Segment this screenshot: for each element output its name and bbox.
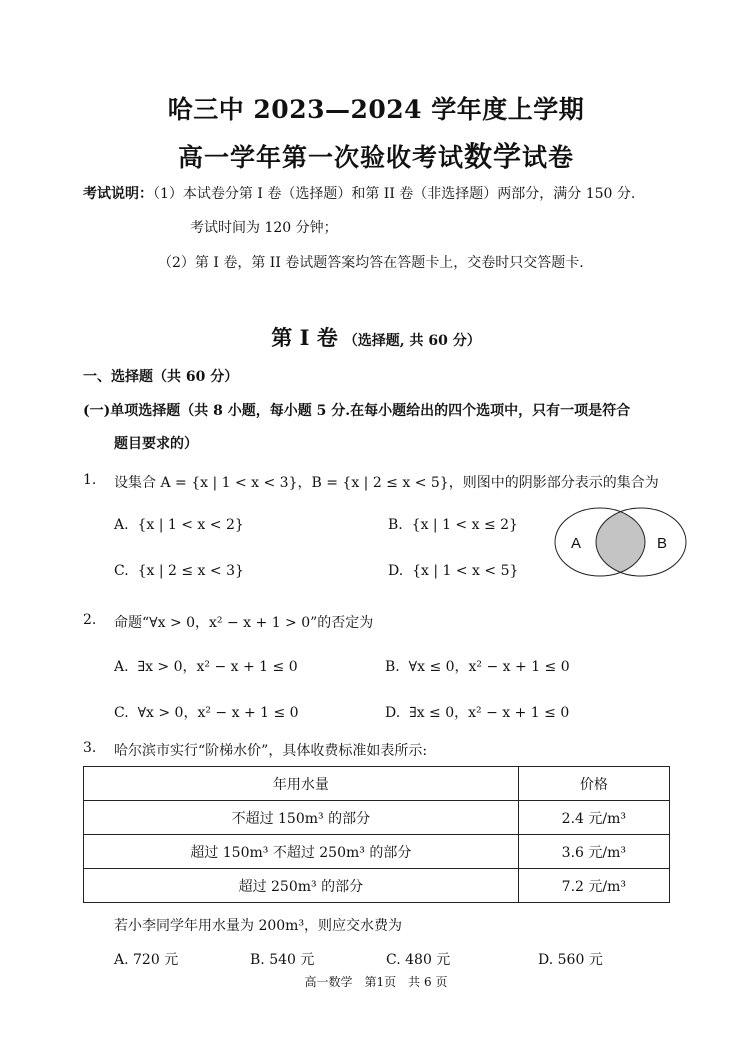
exam-title-line2 bbox=[0, 135, 752, 175]
option-text: 720 元 bbox=[133, 952, 179, 968]
option-label: A. bbox=[114, 517, 129, 533]
instructions-line1 bbox=[83, 183, 635, 203]
table-header-row bbox=[84, 767, 670, 801]
option-label: D. bbox=[385, 705, 401, 721]
table-header-price: 价格 bbox=[518, 767, 669, 801]
option-label: A. bbox=[114, 952, 129, 968]
part-heading: 一、选择题（共 60 分） bbox=[83, 369, 239, 385]
table-cell: 2.4 元/m³ bbox=[518, 801, 669, 835]
option-text: ∀x > 0，x² − x + 1 ≤ 0 bbox=[137, 705, 299, 721]
table-cell: 7.2 元/m³ bbox=[518, 869, 669, 903]
question-3-followup: 若小李同学年用水量为 200m³，则应交水费为 bbox=[114, 918, 403, 934]
table-row bbox=[84, 869, 670, 903]
question-1-option-b bbox=[388, 517, 518, 533]
option-label: A. bbox=[114, 659, 129, 675]
option-text: {x | 2 ≤ x < 3} bbox=[137, 563, 244, 579]
question-3-number: 3. bbox=[83, 740, 97, 756]
question-1-number: 1. bbox=[83, 472, 97, 488]
exam-title-subject: 数学 bbox=[463, 140, 522, 173]
table-cell: 3.6 元/m³ bbox=[518, 835, 669, 869]
option-label: D. bbox=[388, 563, 404, 579]
exam-title-prefix: 高一学年第一次验收考试 bbox=[177, 143, 464, 172]
venn-label-a: A bbox=[571, 535, 582, 552]
question-1-stem: 设集合 A = {x | 1 < x < 3}，B = {x | 2 ≤ x < 5}，则图中的阴影部分表示的集合为 bbox=[114, 475, 659, 491]
venn-diagram bbox=[553, 505, 688, 580]
section-title bbox=[0, 322, 752, 352]
option-text: 560 元 bbox=[557, 952, 603, 968]
option-label: C. bbox=[114, 705, 129, 721]
option-text: ∃x ≤ 0，x² − x + 1 ≤ 0 bbox=[409, 705, 570, 721]
question-3-option-a bbox=[114, 949, 178, 969]
option-text: {x | 1 < x ≤ 2} bbox=[411, 517, 518, 533]
option-label: B. bbox=[385, 659, 400, 675]
question-3-option-b bbox=[250, 949, 314, 969]
exam-title-line1: 哈三中 2023—2024 学年度上学期 bbox=[167, 95, 585, 124]
option-text: {x | 1 < x < 5} bbox=[412, 563, 519, 579]
instructions-label: 考试说明： bbox=[83, 186, 153, 202]
option-label: C. bbox=[114, 563, 129, 579]
option-label: C. bbox=[386, 952, 401, 968]
table-cell: 超过 150m³ 不超过 250m³ 的部分 bbox=[84, 835, 519, 869]
option-label: D. bbox=[538, 952, 554, 968]
option-text: ∀x ≤ 0，x² − x + 1 ≤ 0 bbox=[408, 659, 570, 675]
table-header-usage: 年用水量 bbox=[84, 767, 519, 801]
question-2-option-d bbox=[385, 702, 569, 722]
option-text: 480 元 bbox=[405, 952, 451, 968]
venn-label-b: B bbox=[657, 535, 668, 552]
question-2-option-b bbox=[385, 656, 570, 676]
question-2-number: 2. bbox=[83, 612, 97, 628]
question-3-option-c bbox=[386, 949, 450, 969]
question-3-option-d bbox=[538, 949, 603, 969]
table-row bbox=[84, 801, 670, 835]
question-2-stem: 命题“∀x > 0，x² − x + 1 > 0”的否定为 bbox=[114, 615, 374, 631]
option-text: ∃x > 0，x² − x + 1 ≤ 0 bbox=[137, 659, 298, 675]
option-label: B. bbox=[250, 952, 265, 968]
question-1-option-a bbox=[114, 517, 244, 533]
question-2-option-a bbox=[114, 656, 298, 676]
instructions-item2: （2）第 I 卷，第 II 卷试题答案均答在答题卡上，交卷时只交答题卡. bbox=[158, 255, 584, 271]
water-price-table bbox=[83, 766, 670, 903]
part-subheading-line1: (一)单项选择题（共 8 小题，每小题 5 分.在每小题给出的四个选项中，只有一项是符合 bbox=[83, 403, 631, 419]
question-2-option-c bbox=[114, 702, 299, 722]
page-footer: 高一数学 第1页 共 6 页 bbox=[304, 975, 448, 989]
option-text: {x | 1 < x < 2} bbox=[137, 517, 244, 533]
instructions-item1: （1）本试卷分第 I 卷（选择题）和第 II 卷（非选择题）两部分，满分 150 分. bbox=[153, 186, 636, 202]
table-row bbox=[84, 835, 670, 869]
table-cell: 不超过 150m³ 的部分 bbox=[84, 801, 519, 835]
question-1-option-d bbox=[388, 563, 518, 579]
table-cell: 超过 250m³ 的部分 bbox=[84, 869, 519, 903]
exam-title-suffix: 试卷 bbox=[522, 143, 575, 172]
option-text: 540 元 bbox=[269, 952, 315, 968]
instructions-item1-cont: 考试时间为 120 分钟； bbox=[190, 220, 338, 236]
section-title-sub: （选择题, 共 60 分） bbox=[343, 333, 481, 349]
section-title-main: 第 I 卷 bbox=[271, 325, 338, 350]
option-label: B. bbox=[388, 517, 403, 533]
question-1-option-c bbox=[114, 563, 244, 579]
part-subheading-line2: 题目要求的） bbox=[114, 436, 198, 452]
question-3-stem: 哈尔滨市实行“阶梯水价”，具体收费标准如表所示: bbox=[114, 743, 428, 759]
